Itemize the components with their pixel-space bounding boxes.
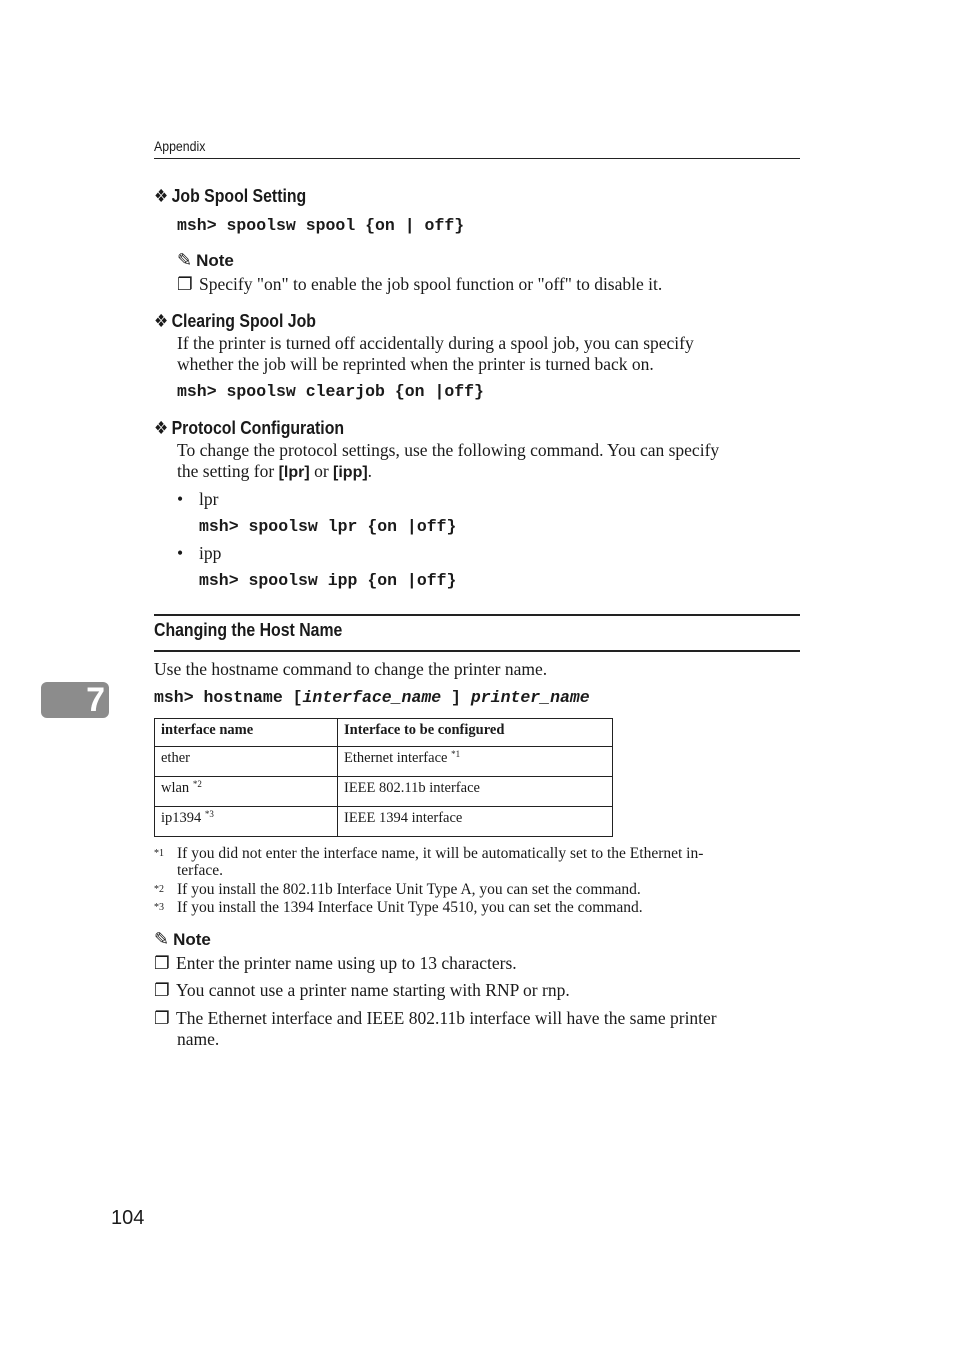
clearing-line-1: If the printer is turned off accidentally during a spool job, you can specify (177, 333, 694, 353)
checkbox-bullet-icon: ❐ (154, 980, 170, 1000)
table-row (155, 747, 613, 777)
table-row (155, 777, 613, 807)
footnote-ref: *2 (192, 779, 202, 789)
protocol-item-label: lpr (199, 489, 219, 509)
host-note-text: Enter the printer name using up to 13 characters. (176, 953, 517, 973)
interface-name: ether (161, 750, 190, 766)
protocol-text-end: . (367, 461, 373, 481)
footnote-3 (154, 899, 804, 916)
job-spool-note-heading (177, 250, 234, 271)
host-note-text: You cannot use a printer name starting with RNP or rnp. (176, 980, 570, 1000)
hostname-cmd-mid: ] (441, 688, 471, 707)
bullet-icon: • (177, 543, 184, 563)
page-number: 104 (111, 1207, 145, 1229)
interface-description: IEEE 802.11b interface (344, 780, 480, 796)
pencil-icon: ✎ (177, 250, 193, 270)
footnote-2 (154, 881, 804, 898)
protocol-text-pre: the setting for (177, 461, 279, 481)
table-cell (338, 777, 613, 807)
section-bottom-rule (154, 650, 800, 652)
chapter-number: 7 (86, 681, 105, 719)
protocol-title: Protocol Configuration (171, 418, 345, 438)
ipp-command: msh> spoolsw ipp {on |off} (199, 571, 457, 590)
header-rule (154, 158, 800, 159)
footnote-1 (154, 845, 804, 879)
footnote-ref: *3 (204, 809, 214, 819)
footnote-mark: *3 (154, 902, 164, 913)
footnote-ref: *1 (451, 749, 461, 759)
clearing-command: msh> spoolsw clearjob {on |off} (177, 382, 484, 401)
clearing-heading (154, 311, 316, 332)
footnote-text: If you did not enter the interface name, it will be automatically set to the Ethernet in- (177, 845, 704, 862)
checkbox-bullet-icon: ❐ (154, 1008, 170, 1028)
running-header: Appendix (154, 138, 206, 154)
protocol-heading (154, 418, 344, 439)
bullet-icon: • (177, 489, 184, 509)
interface-table (154, 718, 613, 837)
footnote-text-cont: terface. (177, 862, 224, 879)
ipp-key-label: [ipp] (333, 464, 368, 481)
checkbox-bullet-icon: ❐ (154, 953, 170, 973)
table-row (155, 807, 613, 837)
host-note-heading (154, 929, 211, 950)
protocol-text-mid: or (309, 461, 334, 481)
protocol-item-ipp (177, 543, 221, 564)
footnote-mark: *1 (154, 848, 164, 859)
interface-name: ip1394 (161, 810, 205, 826)
diamond-bullet-icon: ❖ (154, 186, 169, 206)
host-note-title: Note (173, 930, 211, 949)
protocol-item-lpr (177, 489, 218, 510)
table-cell (155, 777, 338, 807)
job-spool-heading (154, 186, 306, 207)
table-header-cell: interface name (155, 719, 338, 747)
hostname-cmd-prefix: msh> hostname [ (154, 688, 303, 707)
host-note-item (154, 980, 570, 1001)
job-spool-note-text: Specify "on" to enable the job spool function or "off" to disable it. (199, 274, 663, 294)
hostname-cmd-arg-interface: interface_name (302, 688, 442, 707)
hostname-command (154, 688, 590, 707)
table-cell (338, 747, 613, 777)
clearing-title: Clearing Spool Job (171, 311, 316, 331)
job-spool-command: msh> spoolsw spool {on | off} (177, 216, 465, 235)
table-cell (155, 807, 338, 837)
chapter-tab (41, 682, 109, 718)
lpr-key-label: [lpr] (278, 464, 310, 481)
diamond-bullet-icon: ❖ (154, 418, 169, 438)
job-spool-note-title: Note (196, 251, 234, 270)
footnote-text: If you install the 802.11b Interface Unit Type A, you can set the command. (177, 881, 641, 898)
diamond-bullet-icon: ❖ (154, 311, 169, 331)
footnote-mark: *2 (154, 884, 164, 895)
interface-name: wlan (161, 780, 193, 796)
table-header-cell: Interface to be configured (338, 719, 613, 747)
checkbox-bullet-icon: ❐ (177, 274, 193, 294)
protocol-line-2 (177, 461, 372, 483)
protocol-item-label: ipp (199, 543, 222, 563)
host-note-item (154, 1008, 814, 1050)
footnote-text: If you install the 1394 Interface Unit Type 4510, you can set the command. (177, 899, 643, 916)
interface-description: Ethernet interface (344, 750, 452, 766)
hostname-cmd-arg-printer: printer_name (470, 688, 590, 707)
protocol-line-1: To change the protocol settings, use the following command. You can specify (177, 440, 720, 460)
interface-description: IEEE 1394 interface (344, 810, 463, 826)
host-note-item (154, 953, 517, 974)
section-top-rule (154, 614, 800, 616)
pencil-icon: ✎ (154, 929, 170, 949)
lpr-command: msh> spoolsw lpr {on |off} (199, 517, 457, 536)
clearing-line-2: whether the job will be reprinted when the printer is turned back on. (177, 354, 654, 374)
table-cell (338, 807, 613, 837)
host-intro: Use the hostname command to change the printer name. (154, 659, 548, 679)
table-cell (155, 747, 338, 777)
job-spool-title: Job Spool Setting (171, 186, 307, 206)
host-note-text: The Ethernet interface and IEEE 802.11b interface will have the same printer (176, 1008, 717, 1028)
table-header-row (155, 719, 613, 747)
host-note-text-cont: name. (177, 1029, 220, 1049)
job-spool-note-item (177, 274, 662, 295)
host-section-title: Changing the Host Name (154, 620, 343, 640)
